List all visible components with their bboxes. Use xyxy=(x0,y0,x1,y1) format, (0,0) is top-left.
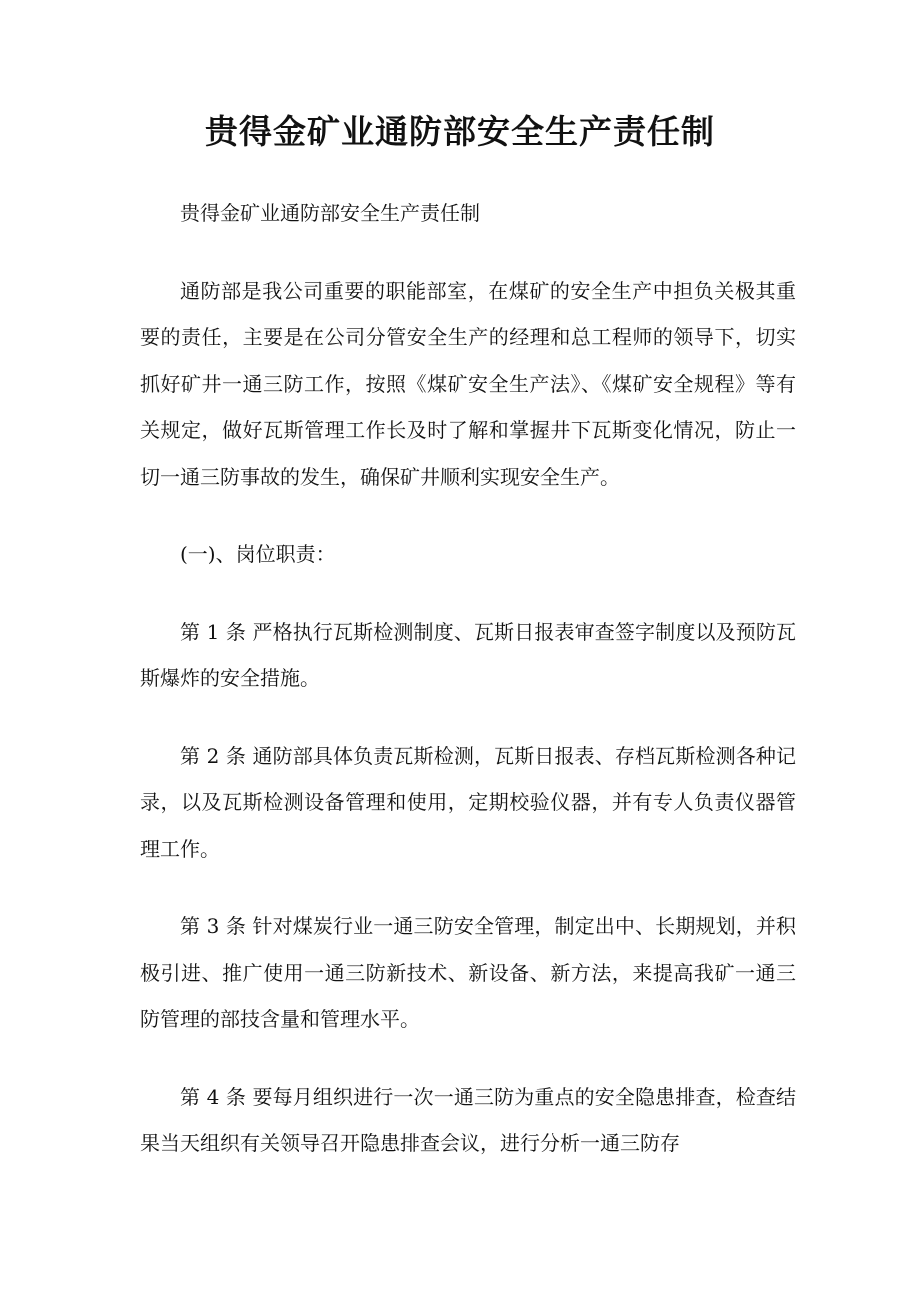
document-body xyxy=(140,190,796,1198)
article-2: 第 2 条 通防部具体负责瓦斯检测，瓦斯日报表、存档瓦斯检测各种记录，以及瓦斯检测设备管理和使用，定期校验仪器，并有专人负责仪器管理工作。 xyxy=(140,743,796,861)
paragraph-intro: 通防部是我公司重要的职能部室，在煤矿的安全生产中担负关极其重要的责任，主要是在公司分管安全生产的经理和总工程师的领导下，切实抓好矿井一通三防工作，按照《煤矿安全生产法》、《煤矿安全规程》等有关规定，做好瓦斯管理工作长及时了解和掌握井下瓦斯变化情况，防止一切一通三防事故的发生，确保矿井顺利实现安全生产。 xyxy=(140,278,796,489)
article-3: 第 3 条 针对煤炭行业一通三防安全管理，制定出中、长期规划，并积极引进、推广使用一通三防新技术、新设备、新方法，来提高我矿一通三防管理的部技含量和管理水平。 xyxy=(140,914,796,1031)
document-title: 贵得金矿业通防部安全生产责任制 xyxy=(205,112,715,151)
article-1: 第 1 条 严格执行瓦斯检测制度、瓦斯日报表审查签字制度以及预防瓦斯爆炸的安全措施。 xyxy=(140,619,796,690)
article-4: 第 4 条 要每月组织进行一次一通三防为重点的安全隐患排查，检查结果当天组织有关领导召开隐患排查会议，进行分析一通三防存 xyxy=(140,1084,796,1155)
paragraph-subtitle: 贵得金矿业通防部安全生产责任制 xyxy=(180,201,480,225)
section-heading-duties: (一)、岗位职责： xyxy=(180,542,336,566)
